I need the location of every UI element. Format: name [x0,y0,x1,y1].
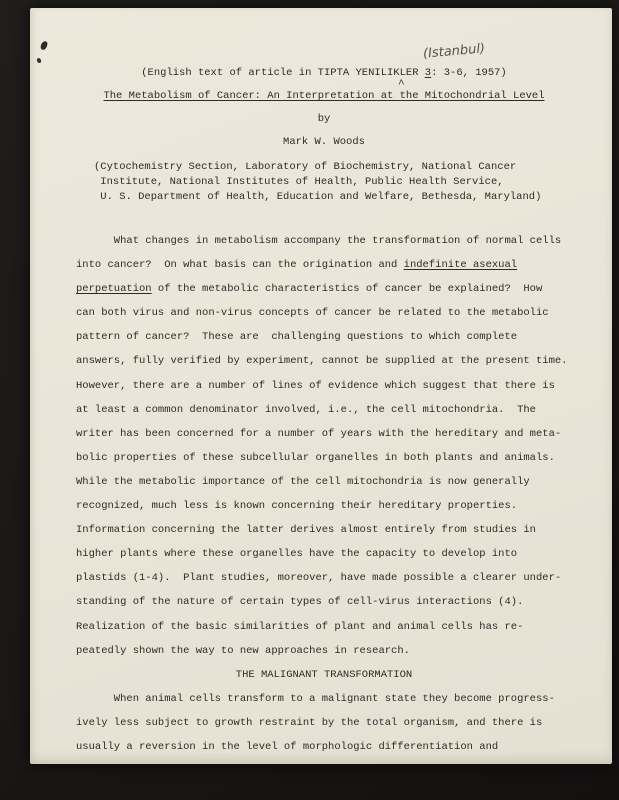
text-line: (Cytochemistry Section, Laboratory of Biochemistry, National Cancer [94,161,517,173]
text-line: What changes in metabolism accompany the transformation of normal cells [76,235,562,247]
text-line: Institute, National Institutes of Health, Public Health Service, [94,176,504,188]
text-line: However, there are a number of lines of evidence which suggest that there is [76,379,555,392]
text-line: answers, fully verified by experiment, cannot be supplied at the present time. [76,355,568,368]
paragraph-2 [76,687,572,759]
text-line: usually a reversion in the level of morphologic differentiation and [76,740,499,753]
text-line: Information concerning the latter derives almost entirely from studies in [76,524,536,537]
text-line: pattern of cancer? These are challenging questions to which complete [76,331,518,344]
text-line: writer has been concerned for a number of years with the hereditary and meta- [76,427,562,440]
author-name: Mark W. Woods [283,136,365,148]
text-line: While the metabolic importance of the cell mitochondria is now generally [76,475,530,488]
text-line: plastids (1-4). Plant studies, moreover, have made possible a clearer under- [76,572,562,585]
section-heading: THE MALIGNANT TRANSFORMATION [235,668,413,681]
text-line: When animal cells transform to a malignant state they become progress- [76,692,555,705]
handwritten-annotation: (Istanbul) [422,41,486,62]
text-line: higher plants where these organelles have the capacity to develop into [76,548,518,561]
text-line: standing of the nature of certain types of cell-virus interactions (4). [76,596,524,609]
page-content [30,8,612,759]
text-line: ively less subject to growth restraint by the total organism, and there is [76,716,543,729]
typewritten-page [30,8,612,764]
text-line: can both virus and non-virus concepts of cancer be related to the metabolic [76,307,549,320]
byline: by [317,113,331,125]
text-line: U. S. Department of Health, Education and Welfare, Bethesda, Maryland) [94,191,542,203]
affiliation-block [94,160,572,205]
insertion-caret-mark: ^ [398,79,405,91]
text-line: bolic properties of these subcellular organelles in both plants and animals. [76,451,555,464]
text-line: recognized, much less is known concerning their hereditary properties. [76,500,518,513]
text-line: into cancer? On what basis can the origination and indefinite asexual [76,259,518,272]
article-title: The Metabolism of Cancer: An Interpretation at the Mitochondrial Level [103,90,545,102]
text-line: Realization of the basic similarities of plant and animal cells has re- [76,620,524,633]
source-citation-line: (English text of article in TIPTA YENILIKLER 3: 3-6, 1957) [141,67,507,79]
paragraph-1 [76,229,572,663]
text-line: perpetuation of the metabolic characteristics of cancer be explained? How [76,283,543,296]
text-line: at least a common denominator involved, i.e., the cell mitochondria. The [76,403,536,416]
text-line: peatedly shown the way to new approaches in research. [76,644,410,657]
